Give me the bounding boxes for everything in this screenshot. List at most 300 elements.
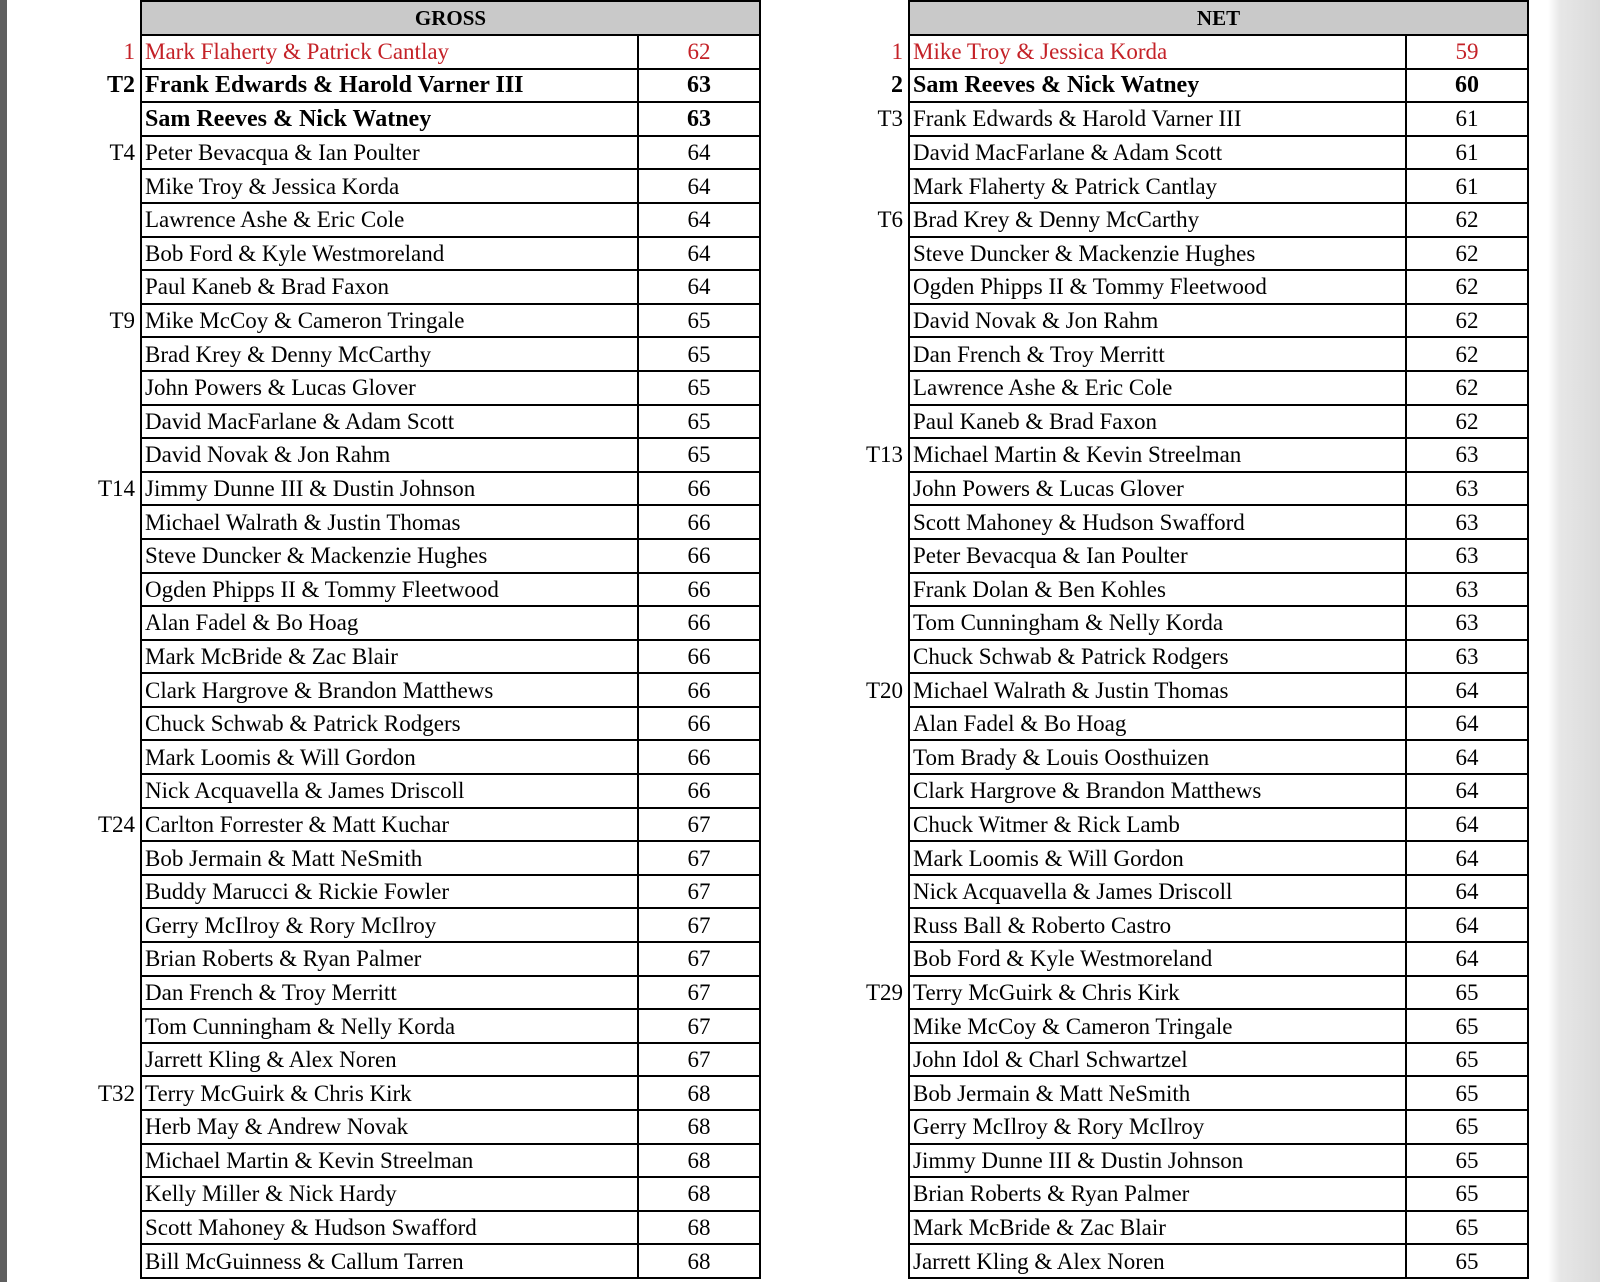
gross-row	[10, 35, 760, 69]
team-name-cell: Mike McCoy & Cameron Tringale	[141, 304, 638, 338]
net-row	[778, 304, 1528, 338]
team-name-cell: Buddy Marucci & Rickie Fowler	[141, 875, 638, 909]
gross-row	[10, 875, 760, 909]
net-row	[778, 640, 1528, 674]
net-row	[778, 1076, 1528, 1110]
net-row	[778, 875, 1528, 909]
position-cell	[778, 1211, 909, 1245]
score-cell: 61	[1406, 102, 1528, 136]
score-cell: 65	[1406, 1244, 1528, 1278]
net-row	[778, 203, 1528, 237]
net-row	[778, 136, 1528, 170]
position-cell	[778, 237, 909, 271]
gross-row	[10, 841, 760, 875]
net-header-spacer	[778, 1, 909, 35]
position-cell	[778, 337, 909, 371]
score-cell: 66	[638, 673, 760, 707]
position-cell	[778, 908, 909, 942]
gross-row	[10, 304, 760, 338]
score-cell: 62	[1406, 337, 1528, 371]
team-name-cell: Mark Flaherty & Patrick Cantlay	[909, 169, 1406, 203]
team-name-cell: Kelly Miller & Nick Hardy	[141, 1177, 638, 1211]
team-name-cell: Dan French & Troy Merritt	[141, 976, 638, 1010]
gross-row	[10, 203, 760, 237]
score-cell: 65	[1406, 1211, 1528, 1245]
team-name-cell: Michael Martin & Kevin Streelman	[909, 438, 1406, 472]
position-cell	[778, 270, 909, 304]
score-cell: 65	[638, 337, 760, 371]
team-name-cell: Steve Duncker & Mackenzie Hughes	[909, 237, 1406, 271]
score-cell: 65	[1406, 1110, 1528, 1144]
gross-row	[10, 774, 760, 808]
score-cell: 62	[1406, 304, 1528, 338]
score-cell: 62	[1406, 270, 1528, 304]
score-cell: 63	[1406, 573, 1528, 607]
score-cell: 66	[638, 640, 760, 674]
score-cell: 68	[638, 1076, 760, 1110]
net-header-title: NET	[909, 1, 1528, 35]
score-cell: 65	[638, 304, 760, 338]
score-cell: 63	[1406, 438, 1528, 472]
team-name-cell: Bob Jermain & Matt NeSmith	[141, 841, 638, 875]
team-name-cell: Nick Acquavella & James Driscoll	[141, 774, 638, 808]
score-cell: 66	[638, 539, 760, 573]
team-name-cell: Bob Ford & Kyle Westmoreland	[141, 237, 638, 271]
team-name-cell: John Powers & Lucas Glover	[141, 371, 638, 405]
team-name-cell: Peter Bevacqua & Ian Poulter	[141, 136, 638, 170]
score-cell: 66	[638, 707, 760, 741]
position-cell: T29	[865, 979, 903, 1005]
position-cell: T9	[109, 308, 135, 334]
net-row	[778, 740, 1528, 774]
net-row	[778, 1211, 1528, 1245]
position-cell: T32	[97, 1080, 135, 1106]
team-name-cell: David MacFarlane & Adam Scott	[141, 405, 638, 439]
position-cell	[10, 203, 141, 237]
net-row	[778, 438, 1528, 472]
gross-row	[10, 505, 760, 539]
score-cell: 65	[638, 405, 760, 439]
gross-rows	[10, 35, 760, 1278]
team-name-cell: Ogden Phipps II & Tommy Fleetwood	[909, 270, 1406, 304]
gross-row	[10, 169, 760, 203]
team-name-cell: Bob Ford & Kyle Westmoreland	[909, 942, 1406, 976]
score-cell: 66	[638, 472, 760, 506]
position-cell	[778, 740, 909, 774]
gross-row	[10, 908, 760, 942]
net-row	[778, 774, 1528, 808]
position-cell	[778, 1144, 909, 1178]
score-cell: 64	[1406, 841, 1528, 875]
position-cell	[10, 942, 141, 976]
team-name-cell: Herb May & Andrew Novak	[141, 1110, 638, 1144]
gross-row	[10, 405, 760, 439]
team-name-cell: Gerry McIlroy & Rory McIlroy	[909, 1110, 1406, 1144]
position-cell: T20	[865, 677, 903, 703]
team-name-cell: Terry McGuirk & Chris Kirk	[909, 976, 1406, 1010]
position-cell	[778, 942, 909, 976]
score-cell: 62	[1406, 203, 1528, 237]
gross-row	[10, 1110, 760, 1144]
team-name-cell: Nick Acquavella & James Driscoll	[909, 875, 1406, 909]
position-cell	[10, 707, 141, 741]
gross-row	[10, 640, 760, 674]
net-row	[778, 841, 1528, 875]
net-row	[778, 472, 1528, 506]
team-name-cell: Mike McCoy & Cameron Tringale	[909, 1009, 1406, 1043]
score-cell: 64	[1406, 707, 1528, 741]
score-cell: 68	[638, 1177, 760, 1211]
net-row	[778, 237, 1528, 271]
score-cell: 63	[1406, 539, 1528, 573]
gross-row	[10, 942, 760, 976]
score-cell: 66	[638, 774, 760, 808]
team-name-cell: Chuck Schwab & Patrick Rodgers	[909, 640, 1406, 674]
score-cell: 64	[1406, 673, 1528, 707]
team-name-cell: Carlton Forrester & Matt Kuchar	[141, 808, 638, 842]
team-name-cell: Steve Duncker & Mackenzie Hughes	[141, 539, 638, 573]
position-cell	[778, 371, 909, 405]
position-cell	[778, 539, 909, 573]
gross-row	[10, 472, 760, 506]
gross-row	[10, 102, 760, 136]
gross-row	[10, 707, 760, 741]
score-cell: 67	[638, 841, 760, 875]
position-cell	[10, 102, 141, 136]
team-name-cell: Bob Jermain & Matt NeSmith	[909, 1076, 1406, 1110]
score-cell: 66	[638, 740, 760, 774]
gross-row	[10, 673, 760, 707]
score-cell: 64	[1406, 875, 1528, 909]
position-cell: T2	[106, 72, 135, 99]
net-row	[778, 606, 1528, 640]
gross-header-spacer	[10, 1, 141, 35]
score-cell: 67	[638, 1009, 760, 1043]
position-cell	[778, 707, 909, 741]
score-cell: 62	[1406, 371, 1528, 405]
score-cell: 67	[638, 875, 760, 909]
score-cell: 67	[638, 942, 760, 976]
net-leaderboard	[778, 0, 1528, 1279]
position-cell	[778, 169, 909, 203]
position-cell: T4	[109, 140, 135, 166]
score-cell: 64	[638, 136, 760, 170]
position-cell	[10, 1110, 141, 1144]
gross-header-title: GROSS	[141, 1, 760, 35]
team-name-cell: Sam Reeves & Nick Watney	[141, 102, 638, 136]
position-cell	[10, 1009, 141, 1043]
team-name-cell: Jimmy Dunne III & Dustin Johnson	[141, 472, 638, 506]
score-cell: 65	[1406, 1076, 1528, 1110]
net-row	[778, 405, 1528, 439]
team-name-cell: Jimmy Dunne III & Dustin Johnson	[909, 1144, 1406, 1178]
position-cell	[778, 1076, 909, 1110]
score-cell: 60	[1406, 69, 1528, 103]
team-name-cell: Scott Mahoney & Hudson Swafford	[909, 505, 1406, 539]
team-name-cell: Russ Ball & Roberto Castro	[909, 908, 1406, 942]
position-cell: T6	[877, 207, 903, 233]
gross-row	[10, 606, 760, 640]
position-cell	[778, 606, 909, 640]
net-row	[778, 270, 1528, 304]
net-row	[778, 69, 1528, 103]
position-cell	[778, 640, 909, 674]
net-row	[778, 1009, 1528, 1043]
score-cell: 63	[638, 102, 760, 136]
gross-row	[10, 69, 760, 103]
position-cell	[10, 673, 141, 707]
team-name-cell: John Powers & Lucas Glover	[909, 472, 1406, 506]
team-name-cell: David Novak & Jon Rahm	[141, 438, 638, 472]
net-row	[778, 35, 1528, 69]
gross-row	[10, 539, 760, 573]
net-rows	[778, 35, 1528, 1278]
score-cell: 65	[1406, 976, 1528, 1010]
score-cell: 64	[1406, 740, 1528, 774]
team-name-cell: Chuck Witmer & Rick Lamb	[909, 808, 1406, 842]
position-cell: T3	[877, 106, 903, 132]
team-name-cell: Clark Hargrove & Brandon Matthews	[141, 673, 638, 707]
team-name-cell: Tom Brady & Louis Oosthuizen	[909, 740, 1406, 774]
position-cell	[778, 505, 909, 539]
position-cell: T13	[865, 442, 903, 468]
gross-row	[10, 1244, 760, 1278]
team-name-cell: Jarrett Kling & Alex Noren	[909, 1244, 1406, 1278]
score-cell: 66	[638, 573, 760, 607]
team-name-cell: Brad Krey & Denny McCarthy	[141, 337, 638, 371]
net-header-row	[778, 1, 1528, 35]
position-cell	[778, 1177, 909, 1211]
team-name-cell: Paul Kaneb & Brad Faxon	[141, 270, 638, 304]
gross-row	[10, 976, 760, 1010]
score-cell: 59	[1406, 35, 1528, 69]
position-cell	[778, 774, 909, 808]
position-cell	[10, 237, 141, 271]
score-cell: 68	[638, 1211, 760, 1245]
gross-row	[10, 136, 760, 170]
score-cell: 65	[1406, 1009, 1528, 1043]
team-name-cell: Mark McBride & Zac Blair	[909, 1211, 1406, 1245]
net-row	[778, 808, 1528, 842]
score-cell: 65	[638, 438, 760, 472]
position-cell	[10, 908, 141, 942]
position-cell	[10, 740, 141, 774]
team-name-cell: Mark McBride & Zac Blair	[141, 640, 638, 674]
gross-row	[10, 808, 760, 842]
position-cell	[778, 405, 909, 439]
gross-row	[10, 337, 760, 371]
position-cell	[778, 875, 909, 909]
team-name-cell: Sam Reeves & Nick Watney	[909, 69, 1406, 103]
score-cell: 63	[1406, 606, 1528, 640]
position-cell	[10, 774, 141, 808]
score-cell: 65	[1406, 1043, 1528, 1077]
team-name-cell: David Novak & Jon Rahm	[909, 304, 1406, 338]
net-row	[778, 707, 1528, 741]
net-row	[778, 1244, 1528, 1278]
score-cell: 65	[1406, 1144, 1528, 1178]
score-cell: 67	[638, 976, 760, 1010]
score-cell: 65	[638, 371, 760, 405]
score-cell: 64	[638, 203, 760, 237]
gross-row	[10, 438, 760, 472]
score-cell: 61	[1406, 169, 1528, 203]
position-cell	[10, 640, 141, 674]
window-left-edge	[0, 0, 7, 1282]
team-name-cell: Paul Kaneb & Brad Faxon	[909, 405, 1406, 439]
gross-row	[10, 237, 760, 271]
team-name-cell: Alan Fadel & Bo Hoag	[141, 606, 638, 640]
position-cell	[10, 1144, 141, 1178]
score-cell: 68	[638, 1144, 760, 1178]
team-name-cell: Gerry McIlroy & Rory McIlroy	[141, 908, 638, 942]
position-cell	[10, 371, 141, 405]
gross-row	[10, 371, 760, 405]
score-cell: 64	[638, 237, 760, 271]
team-name-cell: Peter Bevacqua & Ian Poulter	[909, 539, 1406, 573]
score-cell: 62	[1406, 405, 1528, 439]
position-cell	[778, 573, 909, 607]
team-name-cell: Bill McGuinness & Callum Tarren	[141, 1244, 638, 1278]
team-name-cell: Tom Cunningham & Nelly Korda	[909, 606, 1406, 640]
team-name-cell: Brian Roberts & Ryan Palmer	[141, 942, 638, 976]
gross-row	[10, 270, 760, 304]
team-name-cell: Michael Walrath & Justin Thomas	[909, 673, 1406, 707]
team-name-cell: Mike Troy & Jessica Korda	[909, 35, 1406, 69]
net-row	[778, 1043, 1528, 1077]
team-name-cell: Frank Edwards & Harold Varner III	[141, 69, 638, 103]
score-cell: 63	[1406, 640, 1528, 674]
position-cell	[10, 1177, 141, 1211]
position-cell	[10, 405, 141, 439]
team-name-cell: Brian Roberts & Ryan Palmer	[909, 1177, 1406, 1211]
gross-row	[10, 1076, 760, 1110]
team-name-cell: Lawrence Ashe & Eric Cole	[141, 203, 638, 237]
team-name-cell: Frank Dolan & Ben Kohles	[909, 573, 1406, 607]
team-name-cell: Chuck Schwab & Patrick Rodgers	[141, 707, 638, 741]
net-row	[778, 1110, 1528, 1144]
gross-row	[10, 740, 760, 774]
team-name-cell: Michael Martin & Kevin Streelman	[141, 1144, 638, 1178]
net-row	[778, 1144, 1528, 1178]
team-name-cell: John Idol & Charl Schwartzel	[909, 1043, 1406, 1077]
position-cell	[778, 1110, 909, 1144]
score-cell: 64	[638, 270, 760, 304]
score-cell: 66	[638, 505, 760, 539]
net-row	[778, 908, 1528, 942]
position-cell	[10, 875, 141, 909]
score-cell: 68	[638, 1110, 760, 1144]
gross-row	[10, 1043, 760, 1077]
net-row	[778, 169, 1528, 203]
net-row	[778, 673, 1528, 707]
position-cell	[10, 1244, 141, 1278]
gross-table	[10, 0, 761, 1279]
gross-row	[10, 1009, 760, 1043]
position-cell	[10, 841, 141, 875]
position-cell	[778, 1244, 909, 1278]
position-cell	[10, 1211, 141, 1245]
team-name-cell: Lawrence Ashe & Eric Cole	[909, 371, 1406, 405]
position-cell	[778, 136, 909, 170]
team-name-cell: Tom Cunningham & Nelly Korda	[141, 1009, 638, 1043]
gross-header-row	[10, 1, 760, 35]
team-name-cell: Ogden Phipps II & Tommy Fleetwood	[141, 573, 638, 607]
position-cell	[10, 438, 141, 472]
team-name-cell: Clark Hargrove & Brandon Matthews	[909, 774, 1406, 808]
net-row	[778, 539, 1528, 573]
position-cell: 1	[123, 39, 135, 65]
position-cell	[778, 1043, 909, 1077]
gross-row	[10, 1144, 760, 1178]
net-row	[778, 371, 1528, 405]
score-cell: 67	[638, 808, 760, 842]
net-table	[778, 0, 1529, 1279]
gross-leaderboard	[10, 0, 760, 1279]
position-cell	[778, 841, 909, 875]
team-name-cell: Dan French & Troy Merritt	[909, 337, 1406, 371]
score-cell: 62	[1406, 237, 1528, 271]
net-row	[778, 942, 1528, 976]
position-cell	[10, 337, 141, 371]
score-cell: 64	[1406, 774, 1528, 808]
position-cell	[778, 304, 909, 338]
team-name-cell: Scott Mahoney & Hudson Swafford	[141, 1211, 638, 1245]
team-name-cell: Michael Walrath & Justin Thomas	[141, 505, 638, 539]
position-cell: 2	[891, 72, 903, 99]
score-cell: 68	[638, 1244, 760, 1278]
score-cell: 66	[638, 606, 760, 640]
position-cell	[10, 976, 141, 1010]
team-name-cell: Brad Krey & Denny McCarthy	[909, 203, 1406, 237]
score-cell: 61	[1406, 136, 1528, 170]
net-row	[778, 573, 1528, 607]
position-cell: 1	[891, 39, 903, 65]
score-cell: 63	[1406, 505, 1528, 539]
score-cell: 64	[1406, 942, 1528, 976]
score-cell: 64	[638, 169, 760, 203]
team-name-cell: Mark Loomis & Will Gordon	[909, 841, 1406, 875]
gross-row	[10, 1211, 760, 1245]
team-name-cell: Jarrett Kling & Alex Noren	[141, 1043, 638, 1077]
gross-row	[10, 1177, 760, 1211]
score-cell: 64	[1406, 908, 1528, 942]
position-cell	[778, 472, 909, 506]
score-cell: 65	[1406, 1177, 1528, 1211]
position-cell: T14	[97, 476, 135, 502]
score-cell: 67	[638, 1043, 760, 1077]
position-cell	[10, 573, 141, 607]
position-cell	[10, 169, 141, 203]
team-name-cell: Mike Troy & Jessica Korda	[141, 169, 638, 203]
position-cell	[10, 270, 141, 304]
score-cell: 63	[1406, 472, 1528, 506]
position-cell	[10, 505, 141, 539]
net-row	[778, 505, 1528, 539]
team-name-cell: Mark Loomis & Will Gordon	[141, 740, 638, 774]
window-right-edge	[1548, 0, 1600, 1282]
team-name-cell: Alan Fadel & Bo Hoag	[909, 707, 1406, 741]
net-row	[778, 102, 1528, 136]
team-name-cell: David MacFarlane & Adam Scott	[909, 136, 1406, 170]
team-name-cell: Terry McGuirk & Chris Kirk	[141, 1076, 638, 1110]
position-cell	[778, 808, 909, 842]
position-cell	[778, 1009, 909, 1043]
score-cell: 63	[638, 69, 760, 103]
position-cell	[10, 1043, 141, 1077]
net-row	[778, 976, 1528, 1010]
net-row	[778, 337, 1528, 371]
